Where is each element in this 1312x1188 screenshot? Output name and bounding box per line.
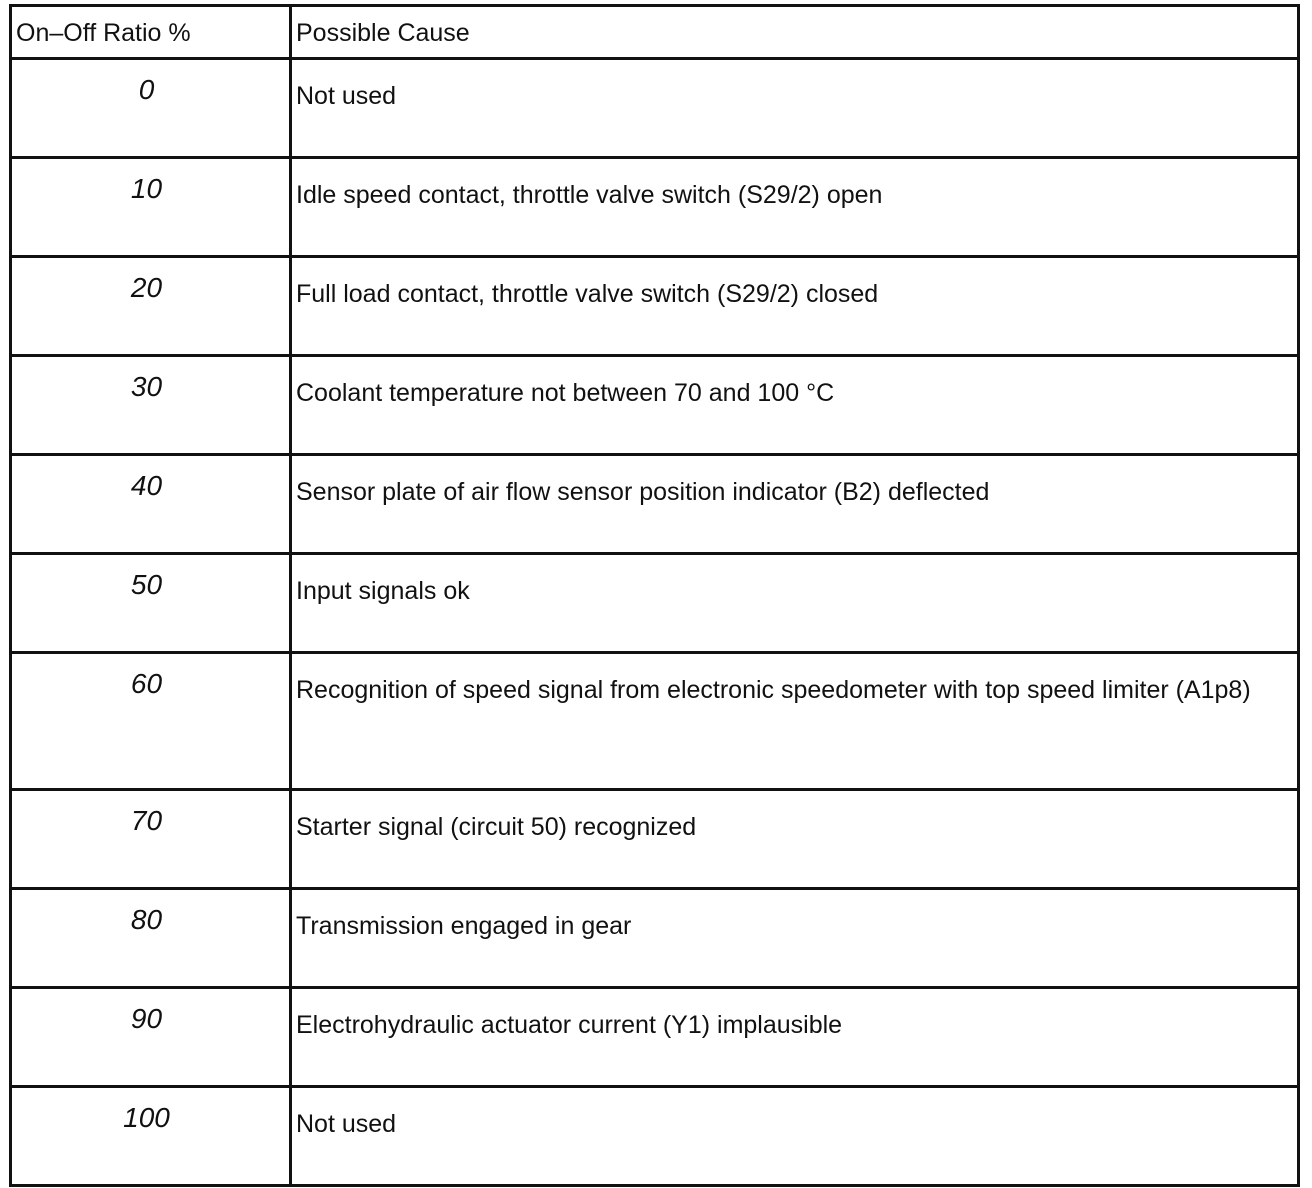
- ratio-value: 100: [123, 1102, 170, 1133]
- cause-cell: [291, 790, 1299, 889]
- ratio-value: 10: [130, 173, 163, 204]
- ratio-cell: [11, 554, 291, 653]
- ratio-cell: [11, 455, 291, 554]
- table-row: [11, 988, 1299, 1087]
- ratio-value: 90: [130, 1003, 163, 1034]
- table-row: [11, 257, 1299, 356]
- column-header-ratio-label: On–Off Ratio %: [16, 19, 191, 47]
- ratio-cell: [11, 356, 291, 455]
- cause-text: Electrohydraulic actuator current (Y1) implausible: [296, 1011, 843, 1039]
- cause-text: Sensor plate of air flow sensor position indicator (B2) deflected: [296, 478, 990, 506]
- ratio-cell: [11, 889, 291, 988]
- ratio-cell: [11, 1087, 291, 1186]
- ratio-value: 70: [130, 805, 163, 836]
- ratio-value: 0: [138, 74, 155, 105]
- cause-text: Coolant temperature not between 70 and 100 °C: [296, 379, 835, 407]
- table-row: [11, 653, 1299, 790]
- cause-cell: [291, 988, 1299, 1087]
- cause-text: Full load contact, throttle valve switch (S29/2) closed: [296, 280, 879, 308]
- ratio-cell: [11, 653, 291, 790]
- cause-cell: [291, 59, 1299, 158]
- cause-cell: [291, 889, 1299, 988]
- ratio-value: 80: [130, 904, 163, 935]
- on-off-ratio-table: [9, 4, 1300, 1187]
- table-row: [11, 1087, 1299, 1186]
- table-row: [11, 790, 1299, 889]
- column-header-ratio: [11, 6, 291, 59]
- table-row: [11, 158, 1299, 257]
- table-row: [11, 889, 1299, 988]
- table-header-row: [11, 6, 1299, 59]
- ratio-value: 30: [130, 371, 163, 402]
- ratio-cell: [11, 59, 291, 158]
- column-header-cause-label: Possible Cause: [296, 19, 470, 47]
- cause-text: Transmission engaged in gear: [296, 912, 632, 940]
- ratio-cell: [11, 790, 291, 889]
- cause-cell: [291, 257, 1299, 356]
- ratio-value: 50: [130, 569, 163, 600]
- cause-text: Recognition of speed signal from electronic speedometer with top speed limiter (A1p8): [296, 676, 1251, 704]
- ratio-value: 60: [130, 668, 163, 699]
- cause-text: Input signals ok: [296, 577, 470, 605]
- cause-text: Starter signal (circuit 50) recognized: [296, 813, 697, 841]
- cause-text: Idle speed contact, throttle valve switch (S29/2) open: [296, 181, 883, 209]
- cause-text: Not used: [296, 82, 397, 110]
- column-header-cause: [291, 6, 1299, 59]
- cause-cell: [291, 653, 1299, 790]
- cause-text: Not used: [296, 1110, 397, 1138]
- ratio-cell: [11, 158, 291, 257]
- ratio-cell: [11, 257, 291, 356]
- table-row: [11, 554, 1299, 653]
- ratio-value: 40: [130, 470, 163, 501]
- table-row: [11, 455, 1299, 554]
- cause-cell: [291, 1087, 1299, 1186]
- table-row: [11, 356, 1299, 455]
- ratio-value: 20: [130, 272, 163, 303]
- cause-cell: [291, 455, 1299, 554]
- table-row: [11, 59, 1299, 158]
- cause-cell: [291, 356, 1299, 455]
- ratio-cell: [11, 988, 291, 1087]
- cause-cell: [291, 158, 1299, 257]
- cause-cell: [291, 554, 1299, 653]
